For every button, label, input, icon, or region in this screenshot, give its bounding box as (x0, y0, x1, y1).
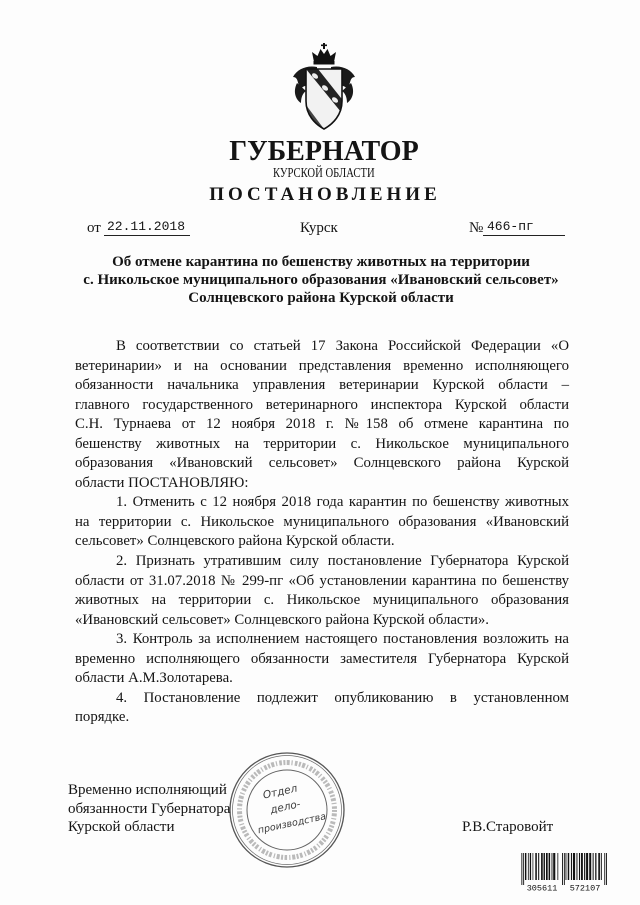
document-body (75, 337, 569, 728)
barcode-bar (604, 853, 605, 885)
paragraph-item-2 (75, 552, 569, 630)
barcode-bar (571, 853, 572, 880)
barcode-bar (562, 853, 563, 885)
barcode-bar (553, 853, 555, 880)
body-line: главного государственного ветеринарного инспектора Курской области (75, 396, 569, 413)
body-line: 4. Постановление подлежит опубликованию в установленном (116, 689, 569, 706)
barcode-bar (546, 853, 548, 880)
barcode-bar (589, 853, 591, 880)
body-line: области от 31.07.2018 № 299-пг «Об установлении карантина по бешенству (75, 572, 569, 589)
signatory-position-line: обязанности Губернатора (68, 800, 231, 817)
body-line: «Ивановский сельсовет» Солнцевского района Курской области». (75, 611, 489, 628)
barcode-bar (564, 853, 565, 885)
barcode-bar (528, 853, 529, 880)
signatory-name: Р.В.Старовойт (462, 819, 554, 835)
barcode-bar (601, 853, 602, 880)
barcode (521, 852, 607, 892)
emblem-crown (312, 43, 336, 65)
body-line: 1. Отменить с 12 ноября 2018 года карантин по бешенству животных (116, 494, 569, 511)
coat-of-arms-icon (287, 43, 361, 133)
barcode-bar (568, 853, 569, 880)
barcode-bar (544, 853, 545, 880)
document-type: ПОСТАНОВЛЕНИЕ (209, 184, 441, 205)
barcode-bar (557, 853, 558, 880)
document-number: 466-пг (483, 218, 565, 236)
body-line: порядке. (75, 709, 130, 726)
emblem-shield (306, 69, 345, 133)
barcode-bar (521, 853, 522, 885)
barcode-bar (530, 853, 531, 880)
barcode-bar (584, 853, 585, 880)
body-line: обязанности начальника управления ветеринарии Курской области – (75, 377, 569, 394)
signatory-position-line: Курской области (68, 819, 175, 835)
body-line: ветеринарии» и на основании представления временно исполняющего (75, 357, 569, 374)
body-line: области ПОСТАНОВЛЯЮ: (75, 474, 249, 491)
region-name (124, 165, 524, 183)
document-title-line: с. Никольское муниципального образования «Ивановский сельсовет» (83, 272, 559, 288)
barcode-digits-left: 305611 (526, 883, 558, 892)
barcode-bar (523, 853, 524, 885)
barcode-bar (541, 853, 543, 880)
date-prefix: от (87, 220, 101, 236)
body-line: временно исполняющего обязанности заместителя Губернатора Курской (75, 650, 569, 667)
stamp-text-line: Отдел (261, 782, 299, 802)
office-stamp (227, 750, 347, 870)
signatory-position (68, 781, 230, 837)
barcode-bar (552, 853, 553, 880)
body-line: В соответствии со статьей 17 Закона Российской Федерации «О (116, 338, 569, 354)
document-title (71, 253, 571, 307)
barcode-bar (593, 853, 594, 880)
body-line: сельсовет» Солнцевского района Курской области. (75, 533, 395, 550)
barcode-bar (535, 853, 537, 880)
body-line: образования «Ивановский сельсовет» Солнцевского района Курской (75, 455, 569, 472)
region-name-text: КУРСКОЙ ОБЛАСТИ (273, 166, 375, 181)
paragraph-item-3 (75, 630, 569, 689)
barcode-bar (586, 853, 588, 880)
stamp-text-line: дело- (269, 798, 302, 817)
body-line: 2. Признать утратившим силу постановление Губернатора Курской (116, 553, 569, 570)
document-date: 22.11.2018 (104, 218, 190, 236)
barcode-bar (533, 853, 534, 880)
body-line: области А.М.Золотарева. (75, 670, 233, 687)
body-line: бешенству животных на территории с. Никольское муниципального (75, 435, 569, 452)
barcode-bar (573, 853, 575, 880)
barcode-bar (566, 853, 567, 880)
barcode-bar (595, 853, 596, 880)
barcode-bar (606, 853, 607, 885)
paragraph-preamble (75, 337, 569, 493)
barcode-bar (538, 853, 539, 880)
document-city: Курск (300, 220, 338, 236)
body-line: на территории с. Никольское муниципального образования «Ивановский (75, 513, 569, 530)
barcode-bar (579, 853, 580, 880)
barcode-digits-right: 572107 (569, 883, 601, 892)
document-title-line: Солнцевского района Курской области (188, 290, 454, 306)
stamp-text-line: производства (256, 811, 328, 837)
paragraph-item-1 (75, 493, 569, 552)
barcode-bar (581, 853, 583, 880)
number-prefix: № (469, 220, 484, 236)
barcode-bar (598, 853, 600, 880)
body-line: С.Н. Турнаева от 12 ноября 2018 г. №158 об отмене карантина по (75, 416, 569, 433)
barcode-bar (525, 853, 526, 880)
signatory-position-line: Временно исполняющий (68, 782, 227, 798)
barcode-bar (576, 853, 577, 880)
body-line: 3. Контроль за исполнением настоящего постановления возложить на (116, 631, 569, 648)
body-line: животных на территории с. Никольское муниципального образования (75, 592, 569, 609)
barcode-bar (549, 853, 551, 880)
document-title-line: Об отмене карантина по бешенству животных на территории (112, 254, 530, 270)
paragraph-item-4 (75, 689, 569, 728)
authority-title: ГУБЕРНАТОР (229, 136, 419, 167)
